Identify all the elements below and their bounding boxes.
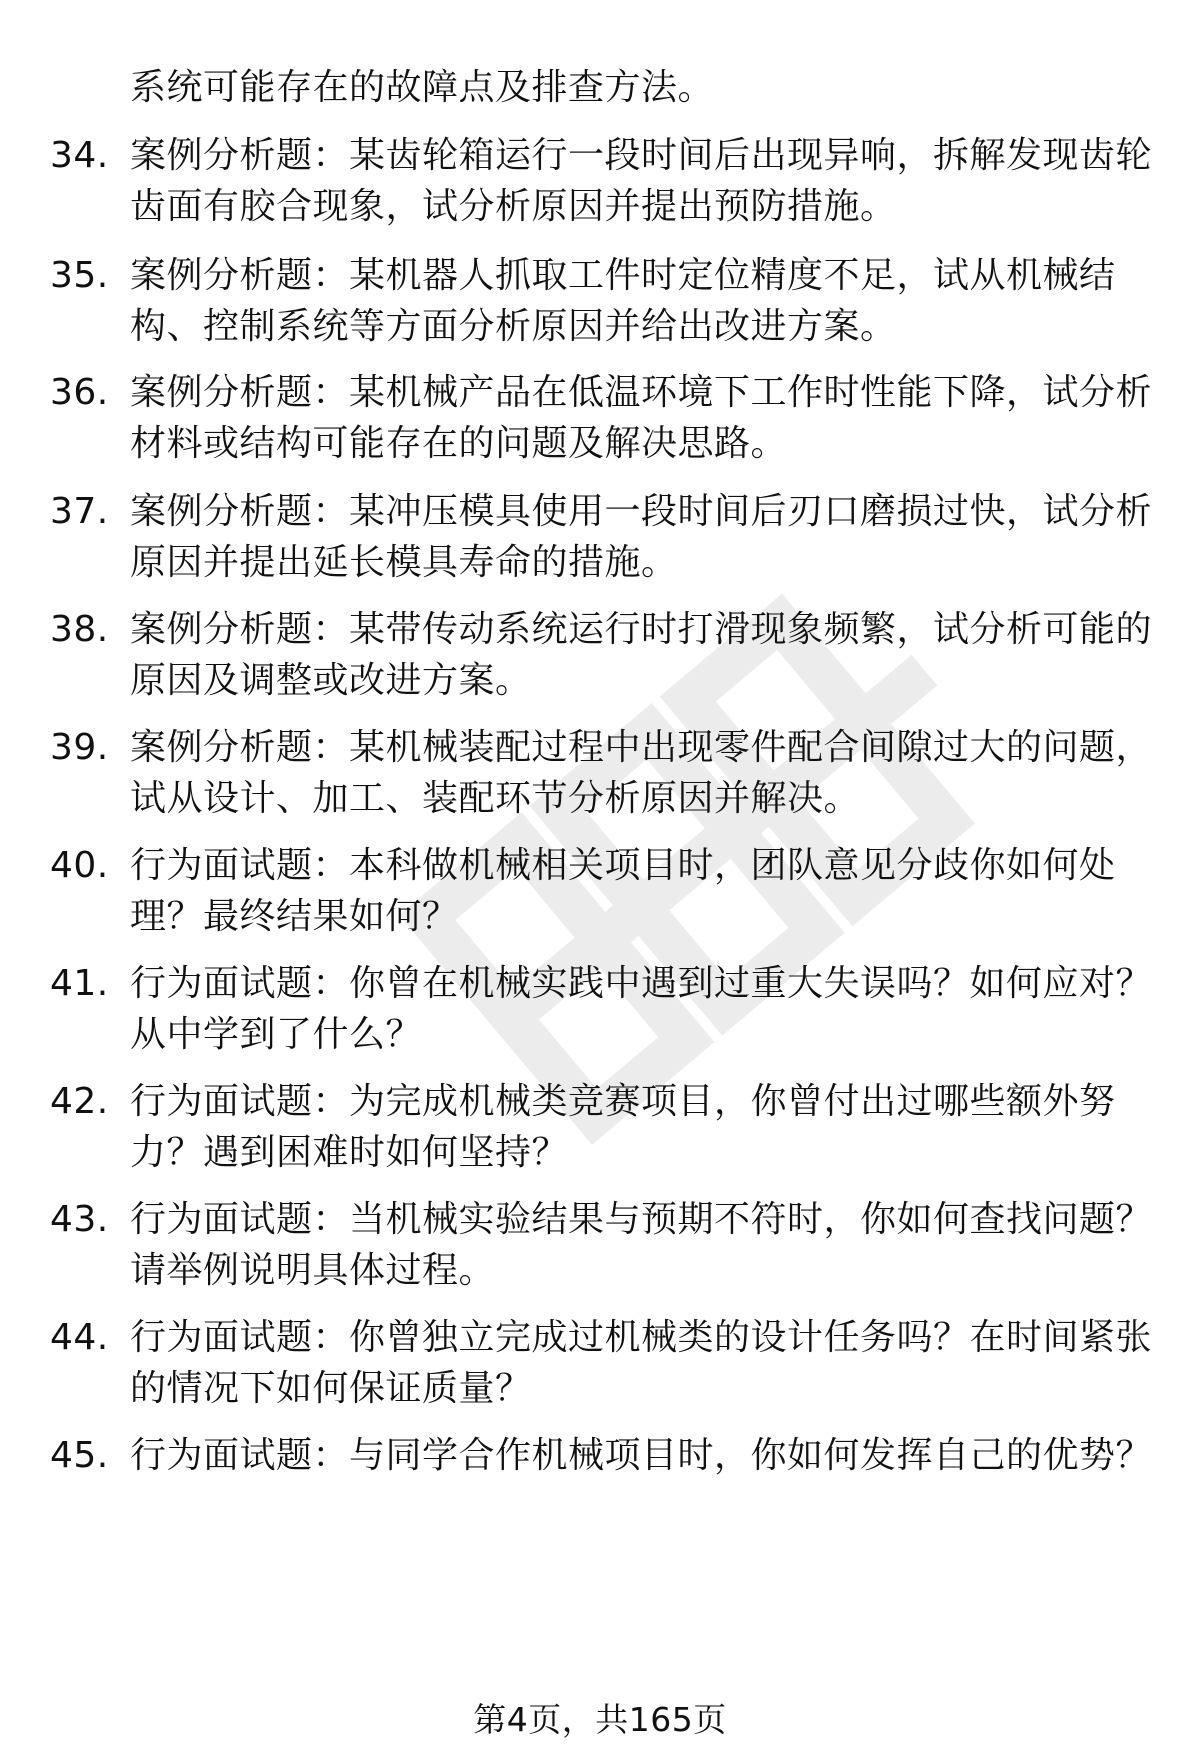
- question-number: 35.: [50, 255, 109, 296]
- question-number: 42.: [50, 1081, 109, 1122]
- question-number: 41.: [50, 963, 109, 1004]
- list-item: [50, 486, 1160, 588]
- question-text: 案例分析题：某机器人抓取工件时定位精度不足，试从机械结构、控制系统等方面分析原因并给出改进方案。: [130, 255, 1116, 347]
- list-item: [50, 958, 1160, 1060]
- question-text: 行为面试题：当机械实验结果与预期不符时，你如何查找问题？请举例说明具体过程。: [130, 1199, 1153, 1291]
- question-number: 45.: [50, 1435, 109, 1476]
- list-item: [50, 1194, 1160, 1296]
- question-number: 40.: [50, 845, 109, 886]
- list-item: [50, 722, 1160, 824]
- list-item: [50, 840, 1160, 942]
- list-item: [50, 1312, 1160, 1414]
- question-text: 案例分析题：某机械装配过程中出现零件配合间隙过大的问题，试从设计、加工、装配环节分析原因并解决。: [130, 727, 1153, 819]
- list-item: [50, 1430, 1160, 1481]
- question-text: 行为面试题：你曾在机械实践中遇到过重大失误吗？如何应对？从中学到了什么？: [130, 963, 1153, 1055]
- question-text: 案例分析题：某齿轮箱运行一段时间后出现异响，拆解发现齿轮齿面有胶合现象，试分析原因并提出预防措施。: [130, 135, 1153, 227]
- question-text: 案例分析题：某机械产品在低温环境下工作时性能下降，试分析材料或结构可能存在的问题及解决思路。: [130, 372, 1153, 464]
- question-number: 34.: [50, 135, 109, 176]
- list-item: [50, 250, 1160, 352]
- list-item: [50, 604, 1160, 706]
- question-number: 43.: [50, 1199, 109, 1240]
- question-text: 行为面试题：为完成机械类竞赛项目，你曾付出过哪些额外努力？遇到困难时如何坚持？: [130, 1081, 1116, 1173]
- continuation-text: 系统可能存在的故障点及排查方法。: [130, 67, 715, 108]
- question-number: 37.: [50, 491, 109, 532]
- question-text: 行为面试题：本科做机械相关项目时，团队意见分歧你如何处理？最终结果如何？: [130, 845, 1116, 937]
- question-text: 行为面试题：与同学合作机械项目时，你如何发挥自己的优势？: [130, 1435, 1153, 1476]
- question-number: 36.: [50, 372, 109, 413]
- question-text: 案例分析题：某冲压模具使用一段时间后刃口磨损过快，试分析原因并提出延长模具寿命的措施。: [130, 491, 1153, 583]
- list-item: [50, 130, 1160, 232]
- question-text: 行为面试题：你曾独立完成过机械类的设计任务吗？在时间紧张的情况下如何保证质量？: [130, 1317, 1153, 1409]
- page-footer: 第4页，共165页: [473, 1700, 727, 1739]
- question-number: 44.: [50, 1317, 109, 1358]
- question-number: 39.: [50, 727, 109, 768]
- question-text: 案例分析题：某带传动系统运行时打滑现象频繁，试分析可能的原因及调整或改进方案。: [130, 609, 1153, 701]
- question-number: 38.: [50, 609, 109, 650]
- list-item: [50, 1076, 1160, 1178]
- list-item: [50, 367, 1160, 469]
